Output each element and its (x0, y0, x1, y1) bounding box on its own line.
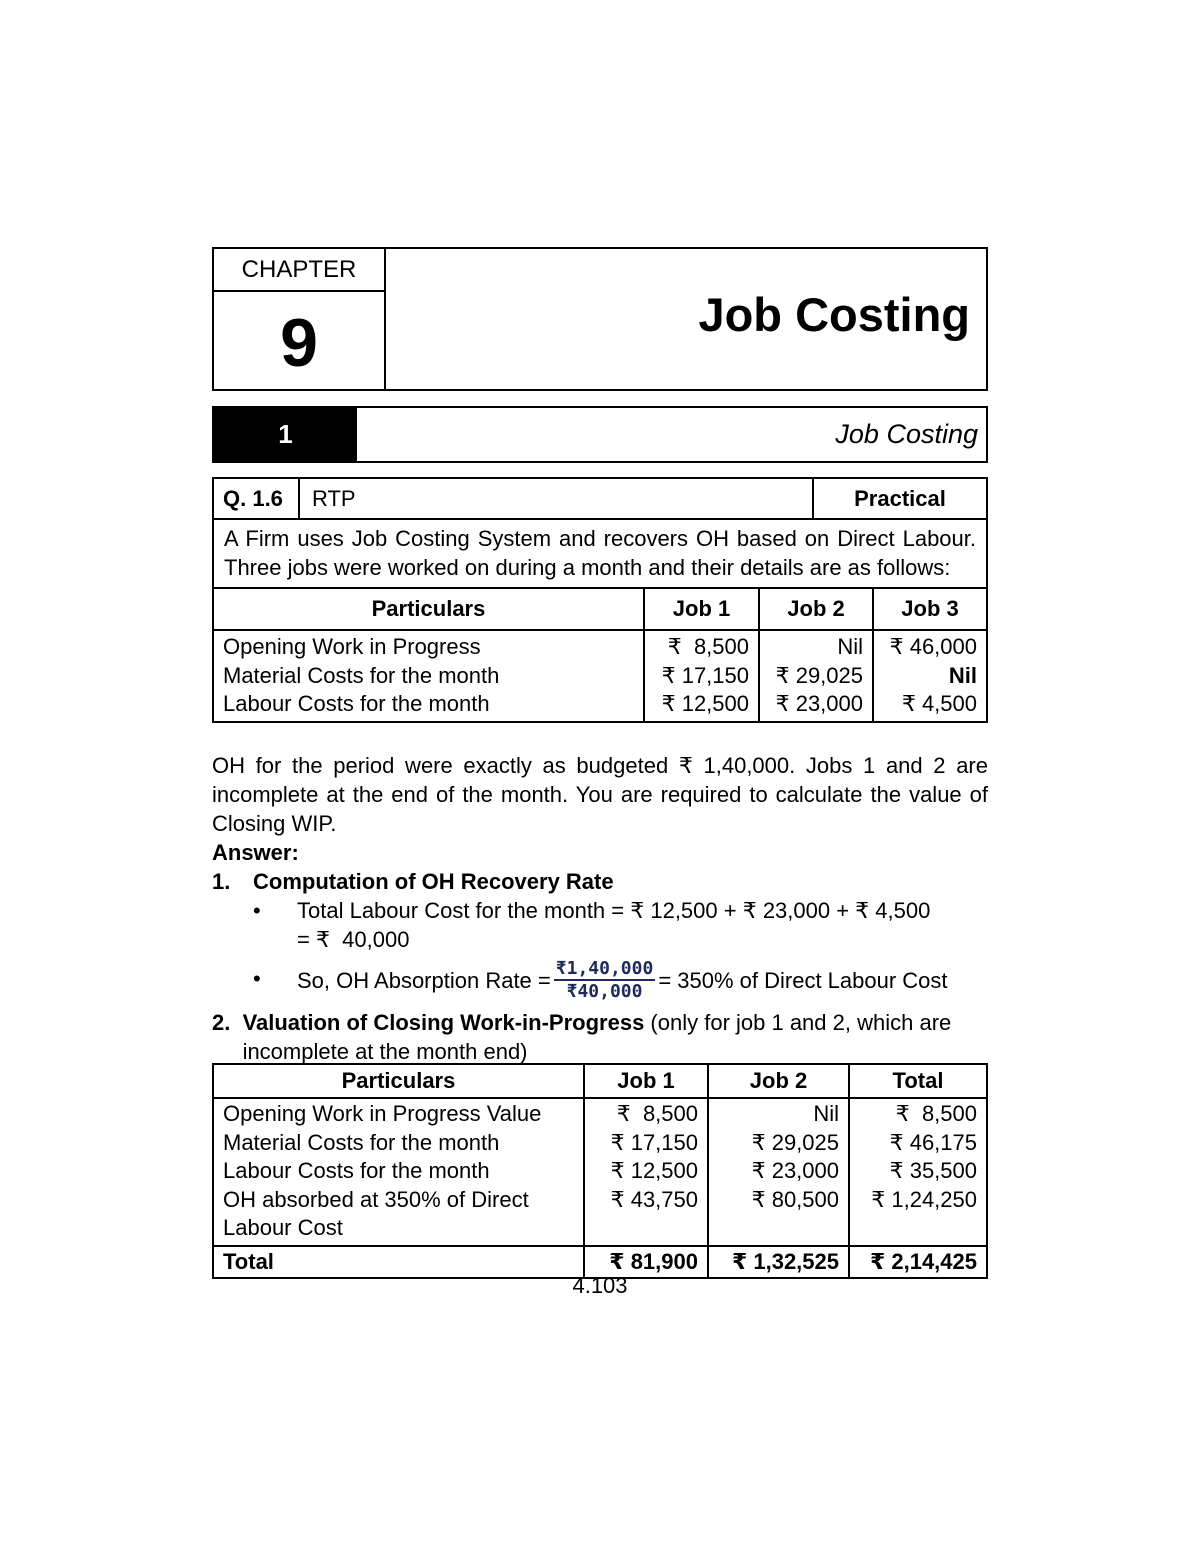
column-header: Job 2 (759, 588, 873, 630)
column-header: Job 1 (644, 588, 759, 630)
chapter-header (212, 247, 988, 391)
cell-value: ₹ 46,175 (889, 1129, 977, 1155)
fraction-numerator: ₹1,40,000 (555, 958, 654, 979)
total-label: Total (214, 1246, 584, 1277)
section-bar (212, 406, 988, 463)
cell-value: Nil (837, 634, 863, 659)
question-box (212, 477, 988, 723)
bullet-text: So, OH Absorption Rate = (297, 967, 551, 993)
row-label: Material Costs for the month (223, 662, 500, 688)
step-1 (212, 867, 988, 896)
bullet-item (253, 958, 988, 1002)
chapter-number: 9 (280, 304, 318, 381)
step-number: 2. (212, 1010, 231, 1035)
bullet-text: Total Labour Cost for the month = ₹ 12,500 + ₹ 23,000 + ₹ 4,500 (297, 898, 931, 923)
total-job2: ₹ 1,32,525 (708, 1246, 849, 1277)
page-number: 4.103 (572, 1273, 628, 1298)
row-labels (214, 1098, 584, 1246)
column-header: Particulars (214, 1065, 584, 1098)
chapter-badge (214, 249, 386, 389)
cell-value: ₹ 29,025 (751, 1129, 839, 1155)
cell-value: ₹ 46,000 (889, 634, 977, 659)
answer-label: Answer: (212, 840, 299, 865)
cell-value: ₹ 4,500 (901, 691, 977, 716)
row-label: OH absorbed at 350% of Direct Labour Cost (223, 1186, 529, 1240)
chapter-title-cell (386, 249, 986, 389)
job3-values (873, 630, 986, 721)
cell-value: ₹ 35,500 (889, 1158, 977, 1183)
cell-value: ₹ 12,500 (610, 1158, 698, 1183)
cell-value: ₹ 80,500 (751, 1186, 839, 1212)
cell-value: ₹ 17,150 (610, 1129, 698, 1155)
column-header: Total (849, 1065, 986, 1098)
row-label: Labour Costs for the month (223, 1158, 490, 1183)
chapter-label: CHAPTER (214, 249, 384, 292)
question-text: A Firm uses Job Costing System and recovers OH based on Direct Labour. Three jobs were worked on during a month and their details are as follows: (224, 526, 976, 580)
cell-value: ₹ 29,025 (775, 662, 863, 688)
step-title: Computation of OH Recovery Rate (253, 869, 614, 894)
wip-valuation-table (212, 1063, 988, 1279)
grand-total: ₹ 2,14,425 (849, 1246, 986, 1277)
step-number: 1. (212, 869, 231, 894)
cell-value: ₹ 23,000 (751, 1158, 839, 1183)
fraction-denominator: ₹40,000 (566, 981, 643, 1002)
job-details-table (214, 587, 986, 721)
cell-value: Nil (948, 662, 977, 688)
cell-value: ₹ 1,24,250 (871, 1186, 977, 1212)
table-row (214, 1098, 986, 1246)
step-2 (212, 1008, 988, 1066)
total-values (849, 1098, 986, 1246)
rate-fraction (554, 958, 656, 1002)
section-number: 1 (214, 408, 357, 461)
question-number: Q. 1.6 (214, 479, 300, 518)
answer-section (212, 751, 988, 1066)
cell-value: ₹ 8,500 (895, 1101, 977, 1126)
question-type: Practical (854, 485, 946, 511)
job1-values (644, 630, 759, 721)
cell-value: ₹ 8,500 (616, 1101, 698, 1126)
cell-value: ₹ 12,500 (661, 691, 749, 716)
step-note: (only for job 1 and 2, which are incomplete at the month end) (242, 1010, 952, 1064)
row-label: Material Costs for the month (223, 1129, 500, 1155)
column-header: Particulars (214, 588, 644, 630)
section-title: Job Costing (835, 419, 978, 449)
wip-table (214, 1065, 986, 1277)
column-header: Job 1 (584, 1065, 708, 1098)
cell-value: ₹ 23,000 (775, 691, 863, 716)
row-labels (214, 630, 644, 721)
problem-statement: OH for the period were exactly as budgeted ₹ 1,40,000. Jobs 1 and 2 are incomplete at the end of the month. You are required to calculate the value of Closing WIP. (212, 753, 988, 836)
bullet-icon: • (253, 898, 261, 923)
row-label: Labour Costs for the month (223, 691, 490, 716)
job1-values (584, 1098, 708, 1246)
cell-value: ₹ 17,150 (661, 662, 749, 688)
row-label: Opening Work in Progress (223, 634, 481, 659)
total-row (214, 1246, 986, 1277)
total-job1: ₹ 81,900 (584, 1246, 708, 1277)
chapter-title: Job Costing (698, 288, 970, 341)
cell-value: ₹ 43,750 (610, 1186, 698, 1212)
cell-value: Nil (813, 1101, 839, 1126)
job2-values (759, 630, 873, 721)
row-label: Opening Work in Progress Value (223, 1101, 542, 1126)
bullet-item (253, 896, 988, 954)
column-header: Job 3 (873, 588, 986, 630)
table-header-row (214, 1065, 986, 1098)
bullet-text: = 350% of Direct Labour Cost (658, 967, 948, 993)
bullet-icon: • (253, 966, 261, 991)
table-header-row (214, 588, 986, 630)
column-header: Job 2 (708, 1065, 849, 1098)
question-header (214, 479, 986, 520)
step-title: Valuation of Closing Work-in-Progress (242, 1010, 645, 1035)
cell-value: ₹ 8,500 (667, 634, 749, 659)
question-source: RTP (300, 479, 814, 518)
bullet-text: = ₹ 40,000 (297, 927, 410, 952)
table-row (214, 630, 986, 721)
job2-values (708, 1098, 849, 1246)
